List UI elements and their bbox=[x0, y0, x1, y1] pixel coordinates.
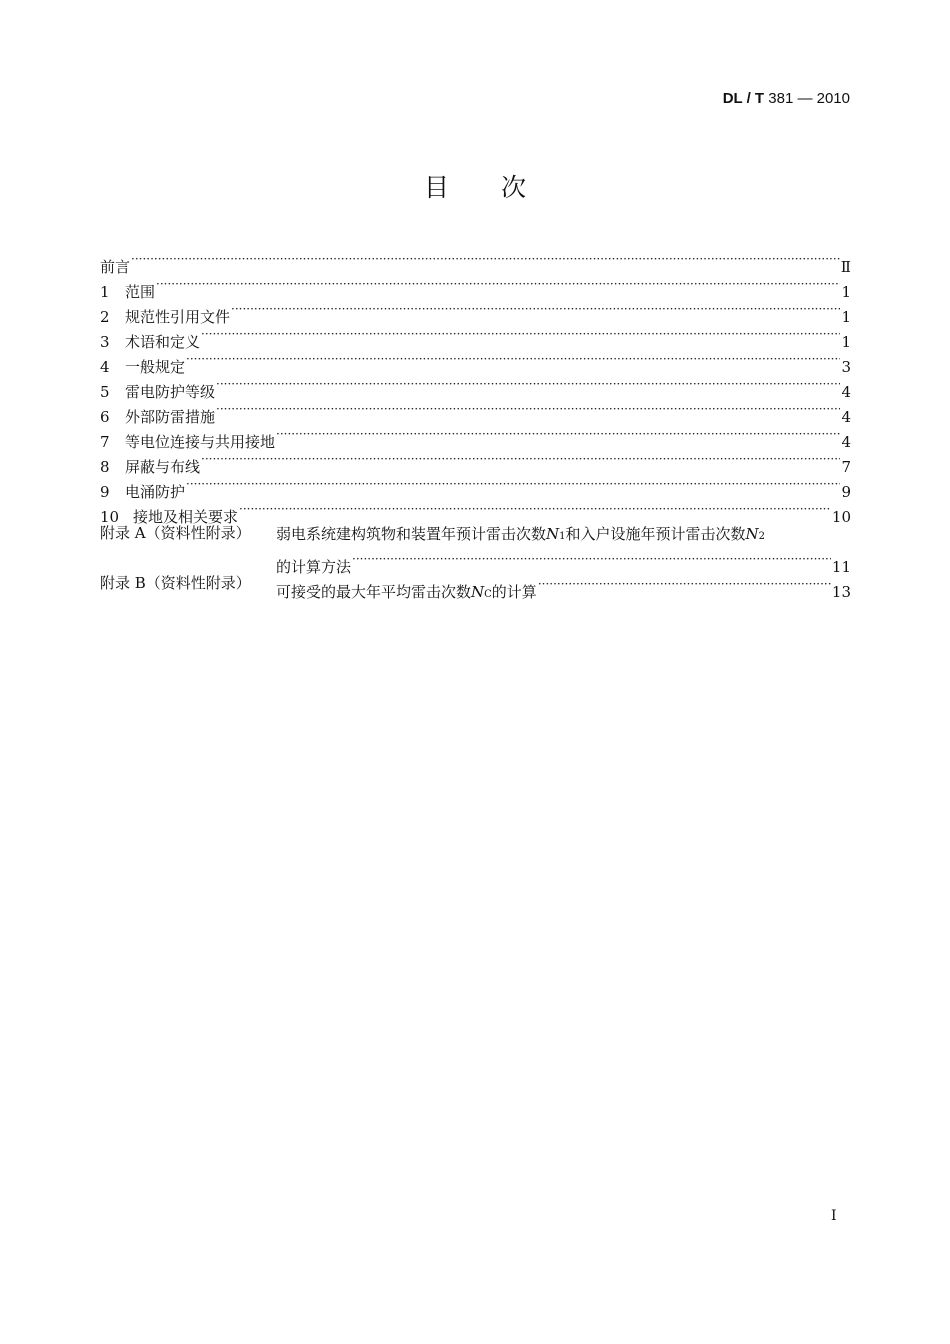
toc-label: 规范性引用文件 bbox=[125, 308, 231, 326]
toc-entry-5[interactable] bbox=[100, 372, 851, 401]
dot-leader bbox=[201, 322, 840, 347]
toc-entry-appendix-b[interactable]: 附录 B（资料性附录） 可接受的最大年平均雷击次数 N C 的计算 ····· 13 bbox=[100, 572, 851, 597]
symbol-n1: N bbox=[546, 525, 560, 543]
toc-number: 10 bbox=[100, 508, 120, 526]
toc-entry-4[interactable] bbox=[100, 347, 851, 376]
appendix-b-label: 附录 B（资料性附录） bbox=[100, 574, 251, 592]
toc-entry-10[interactable] bbox=[100, 497, 851, 526]
appendix-a-title-part1: 弱电系统建构筑物和装置年预计雷击次数 bbox=[276, 525, 547, 543]
toc-page: 7 bbox=[841, 458, 851, 476]
toc-entry-appendix-a[interactable]: 附录 A（资料性附录） 弱电系统建构筑物和装置年预计雷击次数 N 1 和入户设施年预计雷击次数 N 2 的计算方法 ····· 11 bbox=[100, 522, 851, 572]
dot-leader bbox=[276, 422, 840, 447]
toc-number: 2 bbox=[100, 308, 110, 326]
toc-number: 8 bbox=[100, 458, 110, 476]
appendix-a-title-line2: 的计算方法 bbox=[276, 558, 352, 576]
appendix-b-title-part2: 的计算 bbox=[491, 583, 537, 601]
toc-page: 1 bbox=[841, 283, 851, 301]
appendix-a-title-part2: 和入户设施年预计雷击次数 bbox=[565, 525, 746, 543]
toc-page: 4 bbox=[841, 408, 851, 426]
toc-label: 前言 bbox=[100, 258, 131, 276]
symbol-nc: N bbox=[471, 583, 485, 601]
dot-leader bbox=[231, 297, 840, 322]
toc-page: 4 bbox=[841, 433, 851, 451]
toc-page: 1 bbox=[841, 333, 851, 351]
toc-number: 9 bbox=[100, 483, 110, 501]
toc-number: 7 bbox=[100, 433, 110, 451]
toc-page: 9 bbox=[841, 483, 851, 501]
standard-code bbox=[723, 90, 850, 107]
standard-prefix: DL / T bbox=[722, 90, 765, 107]
dot-leader bbox=[131, 247, 840, 272]
page-number: I bbox=[831, 1208, 837, 1224]
toc-entry-9[interactable] bbox=[100, 472, 851, 501]
page-title bbox=[0, 168, 950, 204]
dot-leader bbox=[216, 397, 840, 422]
appendix-b-title-part1: 可接受的最大年平均雷击次数 bbox=[276, 583, 472, 601]
toc-entry-foreword[interactable] bbox=[100, 247, 851, 276]
dot-leader bbox=[538, 572, 831, 597]
dot-leader bbox=[186, 347, 840, 372]
toc-label: 雷电防护等级 bbox=[125, 383, 216, 401]
table-of-contents bbox=[100, 247, 851, 601]
toc-entry-1[interactable] bbox=[100, 272, 851, 301]
toc-entry-8[interactable] bbox=[100, 447, 851, 476]
toc-label: 术语和定义 bbox=[125, 333, 201, 351]
toc-label: 屏蔽与布线 bbox=[125, 458, 201, 476]
dot-leader bbox=[156, 272, 840, 297]
toc-label: 接地及相关要求 bbox=[133, 508, 239, 526]
toc-number: 3 bbox=[100, 333, 110, 351]
toc-page: Ⅱ bbox=[840, 258, 851, 276]
toc-label: 等电位连接与共用接地 bbox=[125, 433, 276, 451]
toc-number: 5 bbox=[100, 383, 110, 401]
toc-entry-3[interactable] bbox=[100, 322, 851, 351]
toc-label: 电涌防护 bbox=[125, 483, 186, 501]
toc-page: 4 bbox=[841, 383, 851, 401]
toc-entry-2[interactable] bbox=[100, 297, 851, 326]
toc-label: 一般规定 bbox=[125, 358, 186, 376]
appendix-a-label: 附录 A（资料性附录） bbox=[100, 524, 251, 542]
toc-page: 1 bbox=[841, 308, 851, 326]
toc-number: 1 bbox=[100, 283, 110, 301]
dot-leader bbox=[239, 497, 831, 522]
dot-leader bbox=[352, 547, 831, 572]
toc-page: 11 bbox=[831, 558, 851, 576]
toc-number: 4 bbox=[100, 358, 110, 376]
title-char-1: 目 bbox=[423, 173, 449, 202]
toc-label: 外部防雷措施 bbox=[125, 408, 216, 426]
toc-label: 范围 bbox=[125, 283, 156, 301]
dot-leader bbox=[201, 447, 840, 472]
toc-page: 3 bbox=[841, 358, 851, 376]
toc-page: 13 bbox=[831, 583, 851, 601]
dot-leader bbox=[186, 472, 840, 497]
title-char-2: 次 bbox=[501, 173, 527, 202]
toc-number: 6 bbox=[100, 408, 110, 426]
dot-leader bbox=[216, 372, 840, 397]
toc-page: 10 bbox=[831, 508, 851, 526]
symbol-n2: N bbox=[745, 525, 759, 543]
standard-number: 381 — 2010 bbox=[768, 90, 850, 107]
